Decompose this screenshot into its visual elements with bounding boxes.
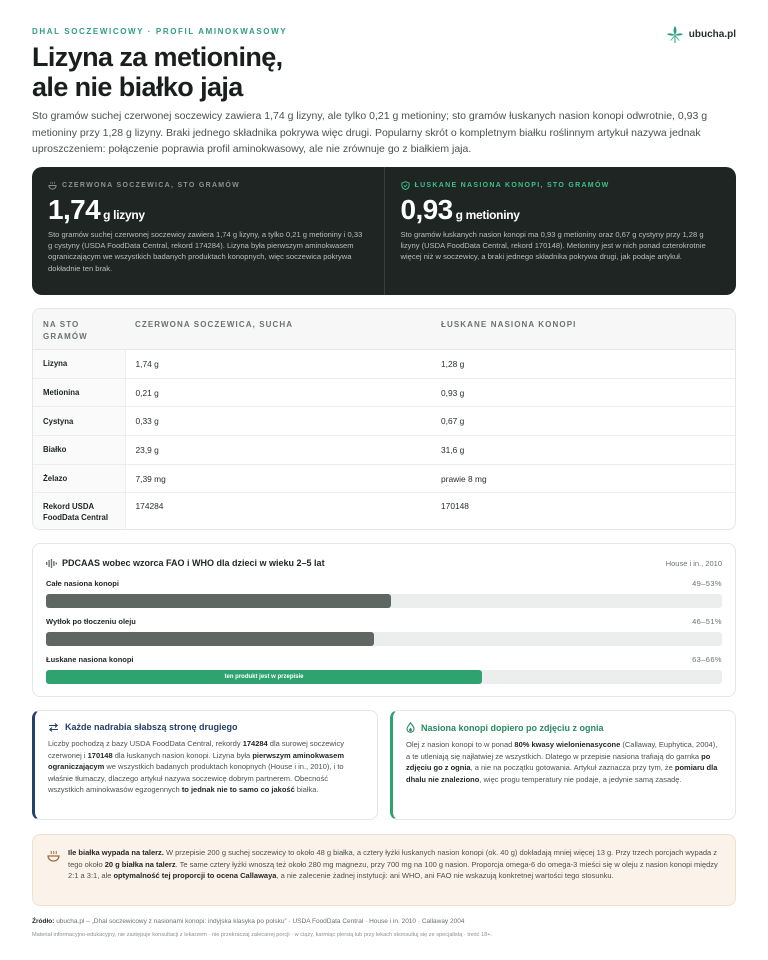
bar-label: Łuskane nasiona konopi: [46, 655, 134, 664]
disclaimer: Materiał informacyjno-edukacyjny, nie zastępuje konsultacji z lekarzem · nie przekraczaj zalecanej porcji · w ciąży, karmiąc piersią lub przy lekach skonsultuj się ze specjalistą · treść 18+.: [32, 932, 493, 938]
table-cell: prawie 8 mg: [431, 464, 735, 493]
card-complement: [32, 710, 378, 820]
title-line-2: ale nie białko jaja: [32, 72, 243, 102]
table-header: CZERWONA SOCZEWICA, SUCHA: [125, 309, 431, 350]
card-body: Liczby pochodzą z bazy USDA FoodData Central, rekordy 174284 dla surowej soczewicy czerwonej i 170148 dla łuskanych nasion konopi. Lizyna była pierwszym aminokwasem ograniczającym we wszystkich badanych produktach konopnych (House i in., 2010), i to właśnie tłumaczy, dlaczego artykuł nazywa soczewicę dobrym partnerem. Obecność wszystkich aminokwasów egzogennych to jednak nie to samo co jakość białka.: [48, 739, 345, 794]
row-label: Lizyna: [33, 350, 125, 379]
table-row: [33, 464, 735, 493]
source-line: Źródło: ubucha.pl – „Dhal soczewicowy z nasionami konopi: indyjska klasyka po polsku” · USDA FoodData Central · House i in. 2010 · Callaway 2004: [32, 918, 465, 925]
highlight-hemp-label: ŁUSKANE NASIONA KONOPI, STO GRAMÓW: [401, 181, 721, 190]
table-cell: 0,67 g: [431, 407, 735, 436]
table-row: [33, 493, 735, 530]
card-heat: [390, 710, 736, 820]
table-row: [33, 436, 735, 465]
table-header-row: [33, 309, 735, 350]
nutrition-table: [32, 308, 736, 530]
table-cell: 31,6 g: [431, 436, 735, 465]
highlight-lentil-label: CZERWONA SOCZEWICA, STO GRAMÓW: [48, 181, 368, 190]
chart-source: House i in., 2010: [665, 558, 722, 568]
intro-text: Sto gramów suchej czerwonej soczewicy zawiera 1,74 g lizyny, ale tylko 0,21 g metioniny; sto gramów łuskanych nasion konopi odwrotnie, 0,93 g metioniny przy 1,28 g lizyny. Braki jednego składnika pokrywa więc drugi. Popularny skrót o kompletnym białku roślinnym artykuł nazywa jednak uproszczeniem: połączenie poprawia profil aminokwasowy, ale nie zrównuje go z białkiem jaja.: [32, 110, 708, 155]
card-title: Każde nadrabia słabszą stronę drugiego: [48, 722, 365, 732]
table-header: NA STO GRAMÓW: [33, 309, 125, 350]
row-label: Metionina: [33, 378, 125, 407]
plate-note: [32, 834, 736, 906]
table-cell: 170148: [441, 501, 469, 512]
bar-range: 46–51%: [692, 617, 722, 626]
table-cell: 7,39 mg: [125, 464, 431, 493]
card-title: Nasiona konopi dopiero po zdjęciu z ognia: [406, 722, 723, 733]
table-cell: 174284: [135, 501, 164, 512]
highlight-hemp-desc: Sto gramów łuskanych nasion konopi ma 0,93 g metioniny oraz 0,67 g cystyny przy 1,28 g lizyny (USDA FoodData Central, rekord 170148). Metioniny jest w nich ponad czterokrotnie więcej niż w soczewicy, a braki jednego składnika pokrywa drugi, jak podaje artykuł.: [400, 230, 706, 262]
table-row: [33, 378, 735, 407]
highlight-lentil-desc: Sto gramów suchej czerwonej soczewicy zawiera 1,74 g lizyny, a tylko 0,21 g metioniny i 0,33 g cystyny (USDA FoodData Central, rekord 174284). Lizyna była pierwszym aminokwasem ograniczającym we wszystkich badanych produktach konopnych, więc soczewica pokrywa dokładnie ten brak.: [48, 230, 363, 273]
card-body: Olej z nasion konopi to w ponad 80% kwasy wielonienasycone (Callaway, Euphytica, 2004), a te utleniają się najłatwiej ze wszystkich. Dlatego w przepisie nasiona trafiają do garnka po zdjęciu go z ognia, a nie na początku gotowania. Artykuł zaznacza przy tym, że pomiaru dla dhalu nie znaleziono, więc progu temperatury nie podaje, a jedynie samą zasadę.: [406, 740, 718, 784]
bar-chart-icon: [46, 559, 57, 568]
bowl-steam-icon: [47, 850, 60, 862]
footer: [32, 918, 736, 938]
highlight-lentil-value: 1,74 g lizyny: [48, 194, 145, 225]
highlight-hemp-value: 0,93 g metioniny: [400, 194, 520, 225]
table-cell: 0,93 g: [431, 378, 735, 407]
bar-track: [46, 632, 722, 646]
brand-logo[interactable]: [666, 24, 736, 44]
bar-row: [46, 579, 722, 608]
highlight-lentil: [32, 167, 384, 295]
shield-icon: [401, 181, 410, 190]
bar-label: Całe nasiona konopi: [46, 579, 119, 588]
bar-fill: [46, 670, 482, 684]
brand-name: ubucha.pl: [688, 28, 736, 40]
page-title: [32, 42, 283, 102]
hemp-leaf-icon: [666, 24, 684, 44]
flame-icon: [406, 722, 415, 733]
table-cell: 0,21 g: [125, 378, 431, 407]
table-cell: 0,33 g: [125, 407, 431, 436]
plate-text: Ile białka wypada na talerz. W przepisie 200 g suchej soczewicy to około 48 g białka, a cztery łyżki łuskanych nasion konopi (ok. 40 g) dokładają mniej więcej 13 g. Przy trzech porcjach wypada z tego około 20 g białka na talerz. Te same cztery łyżki wnoszą też około 280 mg magnezu, przy 700 mg na 100 g nasion. Proporcja omega-6 do omega-3 mieści się w oleju z nasion konopi między 2:1 a 3:1, ale optymalność tej proporcji to ocena Callawaya, a nie zalecenie żadnej instytucji: ani WHO, ani FAO nie wskazują konkretnej wartości tego stosunku.: [68, 848, 718, 881]
bar-track: [46, 670, 722, 684]
bar-fill: [46, 632, 374, 646]
bar-range: 49–53%: [692, 579, 722, 588]
pdcaas-chart: [32, 543, 736, 697]
row-label: Białko: [33, 436, 125, 465]
bar-range: 63–66%: [692, 655, 722, 664]
chart-header: [46, 556, 722, 570]
highlight-hemp: [384, 167, 737, 295]
row-label: Żelazo: [33, 464, 125, 493]
bowl-icon: [48, 181, 57, 190]
title-line-1: Lizyna za metioninę,: [32, 42, 283, 72]
bar-fill: [46, 594, 391, 608]
bar-note: ten produkt jest w przepisie: [224, 674, 304, 680]
bar-row: [46, 617, 722, 646]
table-cell: 23,9 g: [125, 436, 431, 465]
highlight-panel: [32, 167, 736, 295]
page-header: [32, 0, 736, 108]
kicker: DHAL SOCZEWICOWY · PROFIL AMINOKWASOWY: [32, 27, 288, 36]
row-label: Cystyna: [33, 407, 125, 436]
table-header: ŁUSKANE NASIONA KONOPI: [431, 309, 735, 350]
swap-arrows-icon: [48, 723, 59, 732]
row-label: Rekord USDA FoodData Central: [33, 493, 125, 530]
bar-track: [46, 594, 722, 608]
chart-title: PDCAAS wobec wzorca FAO i WHO dla dzieci w wieku 2–5 lat: [46, 558, 325, 568]
table-cell: 1,28 g: [431, 350, 735, 379]
table-row: [33, 407, 735, 436]
bar-row: [46, 655, 722, 684]
bar-label: Wytłok po tłoczeniu oleju: [46, 617, 136, 626]
table-row: [33, 350, 735, 379]
table-cell: 1,74 g: [125, 350, 431, 379]
